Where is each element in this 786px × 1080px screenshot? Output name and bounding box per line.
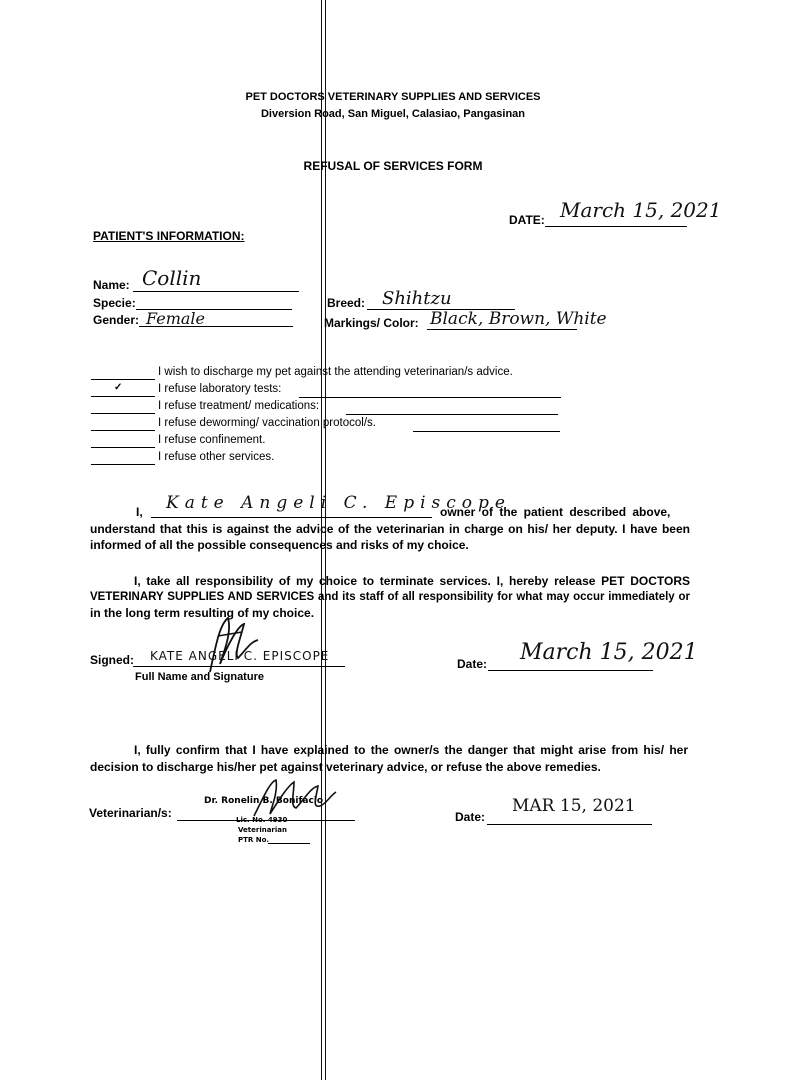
- owner-signature-scribble: [198, 614, 268, 676]
- lab-tests-answer-line: [299, 397, 561, 398]
- vet-stamp-ptr-line: [268, 843, 310, 844]
- vet-stamp-title: Veterinarian: [238, 826, 287, 834]
- specie-label: Specie:: [93, 296, 136, 310]
- responsibility-line2: VETERINARY SUPPLIES AND SERVICES and its staff of all responsibility for what may occur immediately or: [90, 591, 690, 603]
- name-line: [133, 291, 299, 292]
- date-line: [545, 226, 687, 227]
- form-title: REFUSAL OF SERVICES FORM: [303, 159, 483, 173]
- owner-statement-line2: understand that this is against the advice of the veterinarian in charge on his/ her deputy. I have been: [90, 522, 690, 536]
- name-value: Collin: [142, 266, 202, 290]
- vet-date-line: [487, 824, 652, 825]
- markings-line: [427, 329, 577, 330]
- signed-name-value: KATE ANGELI C. EPISCOPE: [150, 649, 330, 663]
- company-name: PET DOCTORS VETERINARY SUPPLIES AND SERVICES: [245, 91, 541, 103]
- vet-stamp-license: Lic. No. 4930: [236, 816, 288, 824]
- vet-confirm-line1: I, fully confirm that I have explained to the owner/s the danger that might arise from his/ her: [134, 743, 688, 757]
- vet-date-label: Date:: [455, 810, 486, 824]
- vet-stamp-name: Dr. Ronelin B. Bonifacio: [204, 796, 324, 806]
- markings-value: Black, Brown, White: [430, 309, 607, 329]
- signed-date-line: [488, 670, 653, 671]
- responsibility-line1: I, take all responsibility of my choice to terminate services. I, hereby release PET DOCTORS: [134, 574, 690, 588]
- responsibility-line3: in the long term resulting of my choice.: [90, 606, 315, 620]
- gender-value: Female: [146, 309, 205, 328]
- vet-stamp-ptr: PTR No.: [238, 836, 270, 844]
- company-address: Diversion Road, San Miguel, Calasiao, Pangasinan: [260, 108, 526, 120]
- option-text: I refuse deworming/ vaccination protocol/s.: [158, 417, 376, 429]
- treatment-answer-line: [346, 414, 558, 415]
- owner-name-value: Kate Angeli C. Episcope: [166, 493, 511, 513]
- patient-section-title: PATIENT'S INFORMATION:: [93, 229, 245, 243]
- owner-name-line: [151, 517, 432, 518]
- owner-statement-prefix: I,: [136, 505, 143, 519]
- option-text: I refuse treatment/ medications:: [158, 400, 320, 412]
- option-text: I wish to discharge my pet against the attending veterinarian/s advice.: [158, 366, 513, 378]
- vet-date-value: MAR 15, 2021: [512, 796, 636, 816]
- date-label: DATE:: [509, 213, 545, 227]
- option-check-line[interactable]: [91, 379, 155, 380]
- option-check-line[interactable]: [91, 464, 155, 465]
- option-check-line[interactable]: [91, 396, 155, 397]
- option-text: I refuse other services.: [158, 451, 275, 463]
- vet-confirm-line2: decision to discharge his/her pet against veterinary advice, or refuse the above remedies.: [90, 760, 601, 774]
- vet-signature-scribble: [250, 776, 340, 820]
- breed-label: Breed:: [327, 296, 366, 310]
- name-label: Name:: [93, 278, 130, 292]
- option-text: I refuse confinement.: [158, 434, 266, 446]
- markings-label: Markings/ Color:: [324, 316, 419, 330]
- option-check-line[interactable]: [91, 413, 155, 414]
- signed-caption: Full Name and Signature: [135, 671, 264, 683]
- option-check-mark: ✓: [114, 382, 123, 393]
- signed-label: Signed:: [90, 653, 134, 667]
- gender-label: Gender:: [93, 313, 140, 327]
- veterinarian-label: Veterinarian/s:: [89, 806, 172, 820]
- option-check-line[interactable]: [91, 447, 155, 448]
- date-value: March 15, 2021: [560, 198, 722, 222]
- owner-statement-line1: owner of the patient described above,: [440, 505, 671, 519]
- option-check-line[interactable]: [91, 430, 155, 431]
- deworming-answer-line: [413, 431, 560, 432]
- owner-statement-line3: informed of all the possible consequences and risks of my choice.: [90, 538, 469, 552]
- signed-date-label: Date:: [457, 657, 488, 671]
- breed-value: Shihtzu: [382, 288, 452, 309]
- option-text: I refuse laboratory tests:: [158, 383, 282, 395]
- signed-date-value: March 15, 2021: [520, 640, 698, 665]
